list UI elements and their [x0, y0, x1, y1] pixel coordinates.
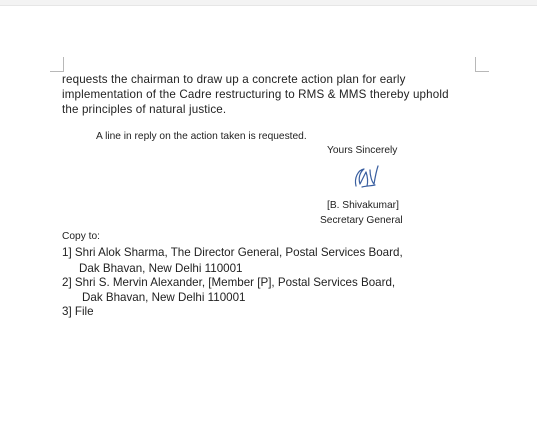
reply-request-text: A line in reply on the action taken is requested.: [96, 131, 307, 142]
margin-mark-right-horizontal: [475, 71, 489, 72]
paragraph-line: implementation of the Cadre restructuring to RMS & MMS thereby uphold: [62, 88, 449, 101]
margin-mark-left-vertical: [63, 57, 64, 71]
copy-recipient-address: Dak Bhavan, New Delhi 110001: [82, 291, 246, 304]
copy-recipient-line: 1] Shri Alok Sharma, The Director General, Postal Services Board,: [62, 246, 403, 259]
copy-recipient-line: 3] File: [62, 305, 94, 318]
copy-recipient-address: Dak Bhavan, New Delhi 110001: [79, 262, 243, 275]
body-paragraph: [62, 72, 476, 117]
copy-to-label: Copy to:: [62, 231, 100, 242]
signatory-name: [B. Shivakumar]: [327, 200, 399, 211]
paragraph-line: requests the chairman to draw up a concrete action plan for early: [62, 73, 406, 86]
paragraph-line: the principles of natural justice.: [62, 103, 227, 116]
signatory-title: Secretary General: [320, 215, 403, 226]
closing-salutation: Yours Sincerely: [327, 145, 398, 156]
copy-recipient-line: 2] Shri S. Mervin Alexander, [Member [P], Postal Services Board,: [62, 276, 396, 289]
handwritten-signature: [348, 160, 384, 194]
top-toolbar-strip: [0, 0, 537, 6]
margin-mark-right-vertical: [475, 57, 476, 71]
